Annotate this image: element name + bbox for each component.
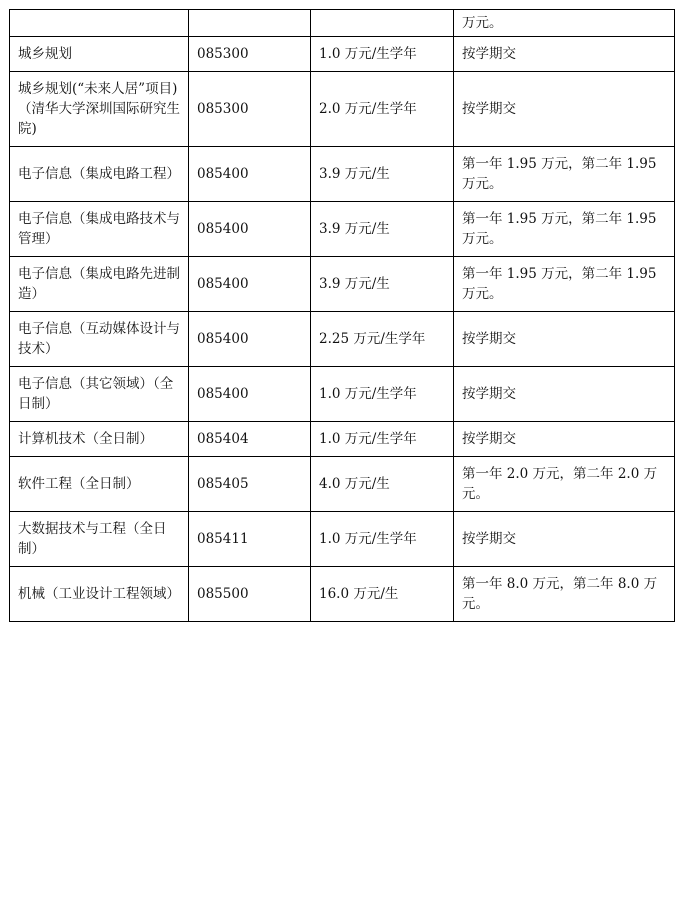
fee-cell: 1.0 万元/生学年 (311, 367, 454, 422)
major-cell: 城乡规划 (10, 37, 189, 72)
code-cell: 085404 (189, 422, 311, 457)
fee-cell: 2.25 万元/生学年 (311, 312, 454, 367)
payment-cell: 按学期交 (454, 72, 675, 147)
fee-cell: 3.9 万元/生 (311, 202, 454, 257)
major-cell: 大数据技术与工程（全日制） (10, 512, 189, 567)
fee-cell: 16.0 万元/生 (311, 567, 454, 622)
payment-cell: 按学期交 (454, 367, 675, 422)
fee-cell: 1.0 万元/生学年 (311, 422, 454, 457)
major-cell (10, 10, 189, 37)
major-cell: 电子信息（集成电路工程） (10, 147, 189, 202)
code-cell (189, 10, 311, 37)
fee-cell: 3.9 万元/生 (311, 147, 454, 202)
code-cell: 085400 (189, 257, 311, 312)
payment-cell: 第一年 1.95 万元，第二年 1.95 万元。 (454, 257, 675, 312)
major-cell: 计算机技术（全日制） (10, 422, 189, 457)
major-cell: 机械（工业设计工程领域） (10, 567, 189, 622)
code-cell: 085400 (189, 202, 311, 257)
payment-cell: 第一年 8.0 万元，第二年 8.0 万元。 (454, 567, 675, 622)
fee-cell: 2.0 万元/生学年 (311, 72, 454, 147)
fee-cell: 1.0 万元/生学年 (311, 512, 454, 567)
code-cell: 085400 (189, 147, 311, 202)
code-cell: 085300 (189, 72, 311, 147)
table-row-continued (10, 10, 675, 37)
code-cell: 085500 (189, 567, 311, 622)
payment-cell: 按学期交 (454, 37, 675, 72)
major-cell: 电子信息（互动媒体设计与技术） (10, 312, 189, 367)
fee-cell (311, 10, 454, 37)
tuition-table (9, 9, 675, 622)
code-cell: 085400 (189, 312, 311, 367)
fee-cell: 3.9 万元/生 (311, 257, 454, 312)
table-row (10, 367, 675, 422)
payment-cell: 第一年 1.95 万元，第二年 1.95 万元。 (454, 147, 675, 202)
fee-cell: 4.0 万元/生 (311, 457, 454, 512)
table-row (10, 72, 675, 147)
major-cell: 电子信息（其它领域）（全日制） (10, 367, 189, 422)
payment-cell: 第一年 1.95 万元，第二年 1.95 万元。 (454, 202, 675, 257)
table-row (10, 567, 675, 622)
major-cell: 电子信息（集成电路先进制造） (10, 257, 189, 312)
code-cell: 085405 (189, 457, 311, 512)
code-cell: 085400 (189, 367, 311, 422)
fee-cell: 1.0 万元/生学年 (311, 37, 454, 72)
payment-cell: 万元。 (454, 10, 675, 37)
table-row (10, 457, 675, 512)
payment-cell: 按学期交 (454, 422, 675, 457)
code-cell: 085300 (189, 37, 311, 72)
tuition-table-body (10, 10, 675, 622)
table-row (10, 147, 675, 202)
table-row (10, 312, 675, 367)
major-cell: 城乡规划(“未来人居”项目)（清华大学深圳国际研究生院) (10, 72, 189, 147)
payment-cell: 按学期交 (454, 312, 675, 367)
table-row (10, 37, 675, 72)
table-row (10, 257, 675, 312)
table-row (10, 422, 675, 457)
major-cell: 电子信息（集成电路技术与管理） (10, 202, 189, 257)
major-cell: 软件工程（全日制） (10, 457, 189, 512)
table-row (10, 202, 675, 257)
table-row (10, 512, 675, 567)
payment-cell: 按学期交 (454, 512, 675, 567)
code-cell: 085411 (189, 512, 311, 567)
payment-cell: 第一年 2.0 万元，第二年 2.0 万元。 (454, 457, 675, 512)
